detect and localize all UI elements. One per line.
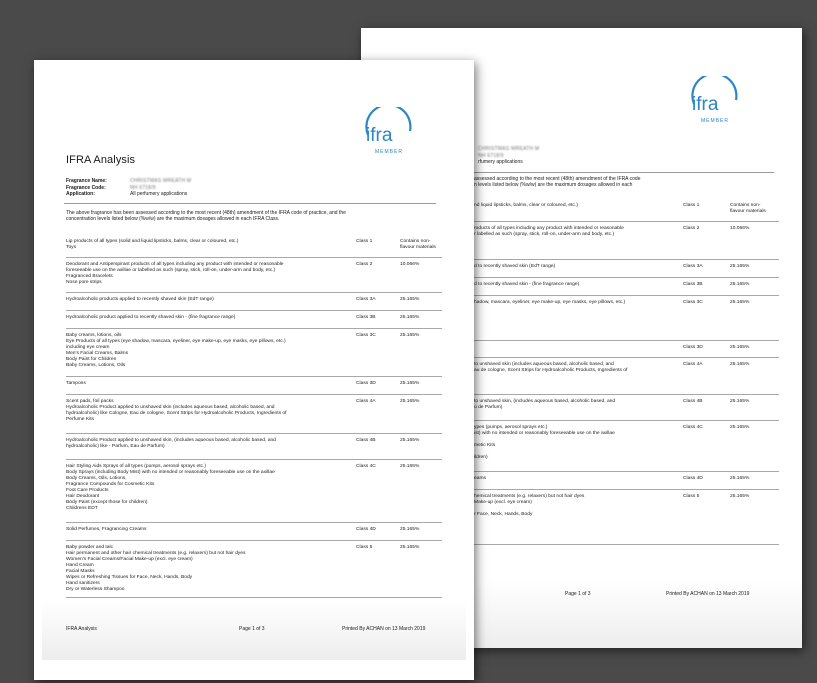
- intro-text: The above fragrance has been assessed according to the most recent (48th) amendment of the IFRA code of practice, and the concentration levels listed below (%w/w) are the maximum dosages allowed in each IFRA Class.: [66, 210, 346, 223]
- svg-text:ifra: ifra: [692, 94, 719, 115]
- table-row: [66, 311, 442, 329]
- row-class: Class 4A: [356, 399, 376, 404]
- table-row: [474, 472, 779, 490]
- divider: [474, 172, 774, 173]
- row-class: Class 4A: [683, 362, 703, 367]
- row-class: Class 5: [356, 545, 373, 550]
- row-category: Hydroalcoholic Product applied to unshaved skin, (includes aqueous based, alcoholic based, and hydroalcoholic) like - Parfum, Eau de Parfum): [66, 438, 276, 449]
- row-class: Class 4B: [356, 438, 376, 443]
- row-class: Class 3D: [683, 345, 703, 350]
- row-class: Class 1: [356, 239, 373, 244]
- row-category: d to recently shaved skin (EdT range): [474, 264, 556, 269]
- back-application: rfumery applications: [478, 159, 523, 166]
- row-max-level: 25.165%: [400, 545, 420, 550]
- fragrance-code-value: NH 6718/9: [130, 184, 156, 191]
- table-row: [66, 460, 442, 523]
- row-max-level: 25.165%: [730, 300, 750, 305]
- row-category: hemical treatments (e.g. relaxers) but not hair dyes Make-up (excl. eye cream) r Face, Neck, Hands, Body: [474, 494, 585, 517]
- row-max-level: 25.165%: [730, 362, 750, 367]
- row-class: Class 3B: [356, 315, 376, 320]
- row-max-level: 25.165%: [730, 494, 750, 499]
- table-row: [66, 377, 442, 395]
- row-max-level: 25.165%: [400, 399, 420, 404]
- table-row: [66, 523, 442, 541]
- back-intro-text: assessed according to the most recent (48th) amendment of the IFRA code n levels listed below (%w/w) are the maximum dosages allowed in each: [474, 176, 641, 189]
- row-max-level: 10.066%: [730, 226, 750, 231]
- row-category: Baby creams, lotions, oils Eye Products of all types (eye shadow, mascara, eyeliner, eye make-up, eye masks, eye pillows, etc.) including eye cream Men's Facial Creams, Balms Body Paint for Children Baby Creams, Lotions, Oils: [66, 333, 286, 368]
- divider: [64, 203, 436, 204]
- row-class: Class 3C: [683, 300, 703, 305]
- row-max-level: 25.165%: [730, 282, 750, 287]
- document-title: IFRA Analysis: [66, 154, 136, 166]
- row-max-level: 25.165%: [400, 464, 420, 469]
- table-row: [66, 434, 442, 460]
- row-max-level: 25.165%: [730, 425, 750, 430]
- row-class: Class 1: [683, 203, 700, 208]
- row-class: Class 4D: [356, 527, 376, 532]
- fragrance-name-label: Fragrance Name:: [66, 178, 107, 184]
- table-row: [66, 541, 442, 598]
- front-document-page: [34, 60, 474, 680]
- row-category: Baby powder and talc Hair permanent and other hair chemical treatments (e.g. relaxers) but not hair dyes Women's Facial Creams/Facial Make-up (excl. eye cream) Hand Cream Facial Masks Wipes or Refreshing Tissues for Face, Neck, Hands, Body Hand sanitizers Dry or Waterless Shampoo: [66, 545, 246, 592]
- row-category: ypes (pumps, aerosol sprays etc.) ist) with no intended or reasonably foreseeable use on the axillae metic Kits ildren): [474, 425, 615, 460]
- application-label: Application:: [66, 191, 95, 198]
- back-fragrance-meta: [478, 146, 539, 166]
- row-max-level: Contains non- flavour materials: [400, 239, 436, 250]
- fragrance-code-label: Fragrance Code:: [66, 184, 106, 191]
- row-class: Class 3A: [683, 264, 703, 269]
- row-category: d to recently shaved skin - (fine fragrance range): [474, 282, 580, 287]
- table-row: [474, 199, 779, 222]
- row-max-level: 25.165%: [730, 399, 750, 404]
- table-row: [66, 329, 442, 377]
- table-row: [474, 395, 779, 421]
- row-category: Hair Styling Aids Sprays of all types (pumps, aerosol sprays etc.) Body Sprays (including Body Mist) with no intended or reasonably foreseeable use on the axillae Body Creams, Oils, Lotions, Fragrance Compounds for Cosmetic Kits Foot Care Products Hair Deodorant Body Paint (except those for children) Childrens EDT: [66, 464, 275, 511]
- row-category: to unshaved skin, (includes aqueous based, alcoholic based, and u de Parfum): [474, 399, 616, 410]
- row-class: Class 4B: [683, 399, 703, 404]
- row-class: Class 4C: [356, 464, 376, 469]
- row-class: Class 3C: [356, 333, 376, 338]
- row-category: nd liquid lipsticks, balms, clear or coloured, etc.): [474, 203, 578, 208]
- table-row: [474, 278, 779, 296]
- row-category: Deodorant and Antiperspirant products of all types including any product with intended or reasonable foreseeable use on the axillae or labelled as such (spray, stick, roll-on, under-arm and body, etc.) Fragranced Bracelets Nose pore strips: [66, 262, 284, 285]
- row-class: Class 5: [683, 494, 700, 499]
- row-max-level: 25.165%: [400, 315, 420, 320]
- table-row: [474, 222, 779, 260]
- row-max-level: 25.165%: [730, 345, 750, 350]
- row-class: Class 2: [683, 226, 700, 231]
- row-category: Scent pads, foil packs Hydroalcoholic Product applied to unshaved skin (includes aqueous based, alcoholic based, and hydroalcoholic) like Cologne, Eau de cologne, Scent Strips for Hydroalcoholic Products, Ingredients of Perfume Kits: [66, 399, 287, 422]
- row-class: Class 3D: [356, 381, 376, 386]
- row-max-level: Contains non- flavour materials: [730, 203, 766, 214]
- row-category: Hydroalcoholic products applied to recently shaved skin (EdT range): [66, 297, 214, 302]
- footer-printed-by: Printed By ACHAN on 13 March 2019: [342, 626, 426, 632]
- svg-text:MEMBER: MEMBER: [375, 149, 403, 155]
- row-max-level: 25.165%: [400, 438, 420, 443]
- table-row: [474, 490, 779, 545]
- row-max-level: 25.165%: [400, 527, 420, 532]
- row-category: Solid Perfumes, Fragrancing Creams: [66, 527, 147, 532]
- ifra-logo-icon: [358, 107, 418, 157]
- svg-text:ifra: ifra: [366, 125, 393, 146]
- row-category: roducts of all types including any product with intended or reasonable r labelled as such (spray, stick, roll-on, under-arm and body, etc.): [474, 226, 624, 237]
- fragrance-meta: [66, 178, 191, 198]
- table-row: [474, 341, 779, 358]
- table-row: [66, 258, 442, 293]
- row-max-level: 25.165%: [730, 476, 750, 481]
- ifra-class-table: [66, 235, 442, 598]
- table-row: [474, 421, 779, 472]
- footer-page-number: Page 1 of 3: [239, 626, 265, 632]
- fragrance-name-value: CHRISTMAS WREATH M: [130, 178, 192, 184]
- back-fragrance-code: NH 6718/9: [478, 152, 504, 159]
- application-value: All perfumery applications: [130, 191, 188, 198]
- back-footer-band: [471, 580, 802, 648]
- row-category: Tampons: [66, 381, 86, 386]
- row-max-level: 25.165%: [400, 381, 420, 386]
- row-max-level: 10.066%: [400, 262, 420, 267]
- row-category: hadow, mascara, eyeliner, eye make-up, eye masks, eye pillows, etc.): [474, 300, 626, 305]
- table-row: [474, 296, 779, 341]
- row-max-level: 25.165%: [400, 333, 420, 338]
- row-class: Class 3A: [356, 297, 376, 302]
- row-category: Lip products of all types (solid and liquid lipsticks, balms, clear or coloured, etc.) Toys: [66, 239, 239, 250]
- back-footer-page: Page 1 of 3: [565, 591, 591, 597]
- table-row: [66, 293, 442, 311]
- svg-text:MEMBER: MEMBER: [701, 118, 729, 124]
- table-row: [66, 395, 442, 434]
- row-max-level: 25.165%: [400, 297, 420, 302]
- back-footer-printed: Printed By ACHAN on 13 March 2019: [666, 591, 750, 597]
- row-class: Class 4D: [683, 476, 703, 481]
- table-row: [66, 235, 442, 258]
- table-row: [474, 260, 779, 278]
- table-row: [474, 358, 779, 395]
- back-fragrance-name: CHRISTMAS WREATH M: [478, 146, 540, 152]
- row-max-level: 25.165%: [730, 264, 750, 269]
- ifra-logo-icon: [684, 76, 744, 126]
- row-category: eams: [474, 476, 486, 481]
- row-class: Class 2: [356, 262, 373, 267]
- back-ifra-table: [474, 199, 779, 545]
- row-category: Hydroalcoholic product applied to recently shaved skin - (fine fragrance range): [66, 315, 236, 320]
- footer-title: IFRA Analysis: [66, 626, 97, 632]
- row-class: Class 3B: [683, 282, 703, 287]
- row-class: Class 4C: [683, 425, 703, 430]
- row-category: to unshaved skin (includes aqueous based, alcoholic based, and au de cologne, Scent Strips for Hydroalcoholic Products, Ingredients of: [474, 362, 628, 373]
